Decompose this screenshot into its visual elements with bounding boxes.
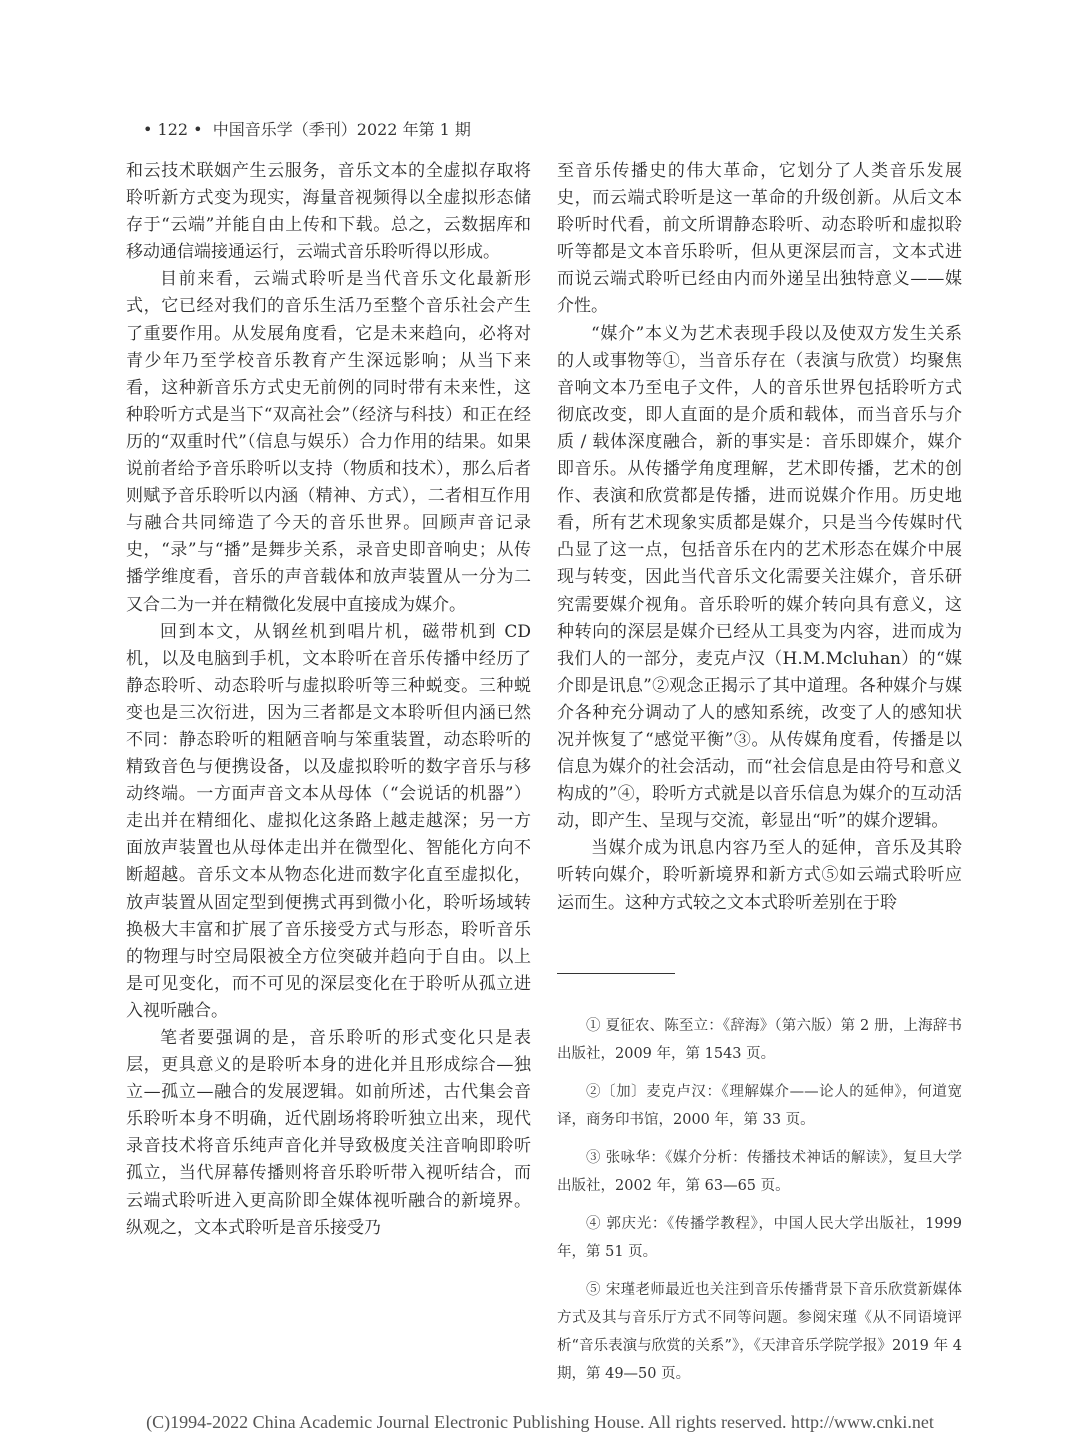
- footnote: ④ 郭庆光：《传播学教程》，中国人民大学出版社，1999 年，第 51 页。: [557, 1216, 962, 1260]
- footnotes: [557, 1012, 962, 1398]
- paragraph: 目前来看，云端式聆听是当代音乐文化最新形式，它已经对我们的音乐生活乃至整个音乐社会产生了重要作用。从发展角度看，它是未来趋向，必将对青少年乃至学校音乐教育产生深远影响；从当下来看，这种新音乐方式史无前例的同时带有未来性，这种聆听方式是当下“双高社会”（经济与科技）和正在经历的“双重时代”（信息与娱乐）合力作用的结果。如果说前者给予音乐聆听以支持（物质和技术），那么后者则赋予音乐聆听以内涵（精神、方式），二者相互作用与融合共同缔造了今天的音乐世界。回顾声音记录史，“录”与“播”是舞步关系，录音史即音响史；从传播学维度看，音乐的声音载体和放声装置从一分为二又合二为一并在精微化发展中直接成为媒介。: [126, 269, 531, 615]
- paragraph: 至音乐传播史的伟大革命，它划分了人类音乐发展史，而云端式聆听是这一革命的升级创新。从后文本聆听时代看，前文所谓静态聆听、动态聆听和虚拟聆听等都是文本音乐聆听，但从更深层而言，文本式进而说云端式聆听已经由内而外递呈出独特意义——媒介性。: [557, 161, 962, 317]
- footnote-divider: [557, 973, 675, 974]
- footnote: ① 夏征农、陈至立：《辞海》（第六版）第 2 册，上海辞书出版社，2009 年，第 1543 页。: [557, 1018, 962, 1062]
- paragraph: 当媒介成为讯息内容乃至人的延伸，音乐及其聆听转向媒介，聆听新境界和新方式⑤如云端式聆听应运而生。这种方式较之文本式聆听差别在于聆: [557, 838, 962, 913]
- footnote: ⑤ 宋瑾老师最近也关注到音乐传播背景下音乐欣赏新媒体方式及其与音乐厅方式不同等问题。参阅宋瑾《从不同语境评析“音乐表演与欣赏的关系”》，《天津音乐学院学报》2019 年 4 期，第 49—50 页。: [557, 1282, 962, 1382]
- paragraph: 和云技术联姻产生云服务，音乐文本的全虚拟存取将聆听新方式变为现实，海量音视频得以全虚拟形态储存于“云端”并能自由上传和下载。总之，云数据库和移动通信端接通运行，云端式音乐聆听得以形成。: [126, 161, 531, 263]
- running-header: [143, 118, 943, 142]
- left-column: [126, 158, 531, 1242]
- paragraph: 回到本文，从钢丝机到唱片机，磁带机到 CD 机，以及电脑到手机，文本聆听在音乐传播中经历了静态聆听、动态聆听与虚拟聆听等三种蜕变。三种蜕变也是三次衍进，因为三者都是文本聆听但内涵已然不同：静态聆听的粗陋音响与笨重装置，动态聆听的精致音色与便携设备，以及虚拟聆听的数字音乐与移动终端。一方面声音文本从母体（“会说话的机器”）走出并在精细化、虚拟化这条路上越走越深；另一方面放声装置也从母体走出并在微型化、智能化方向不断超越。音乐文本从物态化进而数字化直至虚拟化，放声装置从固定型到便携式再到微小化，聆听场域转换极大丰富和扩展了音乐接受方式与形态，聆听音乐的物理与时空局限被全方位突破并趋向于自由。以上是可见变化，而不可见的深层变化在于聆听从孤立进入视听融合。: [126, 621, 531, 1021]
- footnote: ③ 张咏华：《媒介分析：传播技术神话的解读》，复旦大学出版社，2002 年，第 63—65 页。: [557, 1150, 962, 1194]
- paragraph: 笔者要强调的是，音乐聆听的形式变化只是表层，更具意义的是聆听本身的进化并且形成综合—独立—孤立—融合的发展逻辑。如前所述，古代集会音乐聆听本身不明确，近代剧场将聆听独立出来，现代录音技术将音乐纯声音化并导致极度关注音响即聆听孤立，当代屏幕传播则将音乐聆听带入视听结合，而云端式聆听进入更高阶即全媒体视听融合的新境界。纵观之，文本式聆听是音乐接受乃: [126, 1028, 531, 1238]
- footnote: ②〔加〕麦克卢汉：《理解媒介——论人的延伸》，何道宽译，商务印书馆，2000 年，第 33 页。: [557, 1084, 962, 1128]
- right-column: [557, 158, 962, 917]
- journal-title: 中国音乐学（季刊）2022 年第 1 期: [212, 120, 471, 139]
- paragraph: “媒介”本义为艺术表现手段以及使双方发生关系的人或事物等①，当音乐存在（表演与欣赏）均聚焦音响文本乃至电子文件，人的音乐世界包括聆听方式彻底改变，即人直面的是介质和载体，而当音乐与介质 / 载体深度融合，新的事实是：音乐即媒介，媒介即音乐。从传播学角度理解，艺术即传播，艺术的创作、表演和欣赏都是传播，进而说媒介作用。历史地看，所有艺术现象实质都是媒介，只是当今传媒时代凸显了这一点，包括音乐在内的艺术形态在媒介中展现与转变，因此当代音乐文化需要关注媒介，音乐研究需要媒介视角。音乐聆听的媒介转向具有意义，这种转向的深层是媒介已经从工具变为内容，进而成为我们人的一部分，麦克卢汉（H.M.Mcluhan）的“媒介即是讯息”②观念正揭示了其中道理。各种媒介与媒介各种充分调动了人的感知系统，改变了人的感知状况并恢复了“感觉平衡”③。从传媒角度看，传播是以信息为媒介的社会活动，而“社会信息是由符号和意义构成的”④，聆听方式就是以音乐信息为媒介的互动活动，即产生、呈现与交流，彰显出“听”的媒介逻辑。: [557, 323, 962, 832]
- copyright-notice: (C)1994-2022 China Academic Journal Electronic Publishing House. All rights reserved. http://www.cnki.net: [146, 1412, 934, 1432]
- page-number: • 122 •: [143, 120, 203, 139]
